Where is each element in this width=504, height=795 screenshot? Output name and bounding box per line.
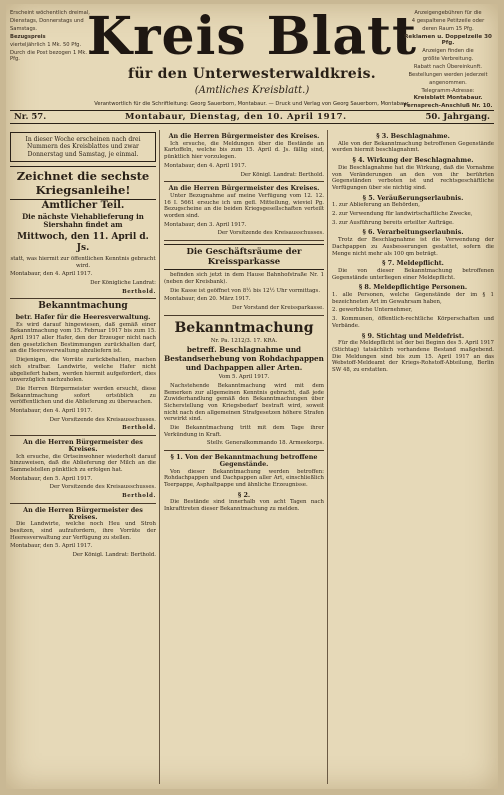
newspaper-title — [86, 6, 418, 68]
main-announcement-subject: betreff. Beschlagnahme und Bestandserhebung von Rohdachpappen und Dachpappen aller Arten. — [164, 345, 324, 372]
newspaper-page — [6, 4, 498, 789]
livestock-date: Mittwoch, den 11. April d. Js. — [17, 231, 149, 253]
column-divider — [159, 130, 160, 784]
issue-number: Nr. 57. — [14, 112, 47, 122]
notice-box: In dieser Woche erscheinen nach drei Nummern des Kreisblattes und zwar Donnerstag und Samstag, je einmal. — [10, 132, 156, 162]
title-left: Kreis — [86, 6, 247, 67]
issue-date: Montabaur, Dienstag, den 10. April 1917. — [125, 112, 347, 122]
dateline — [10, 110, 494, 124]
masthead — [6, 4, 498, 132]
advertising-info: Anzeigengebühren für die 4 gespaltene Petitzeile oder deren Raum 15 Pfg. Reklamen u. Doppelzeile 30 Pfg. Anzeigen finden die größte Verbreitung. Rabatt nach Übereinkunft. Bestellungen werden jederzeit angenommen. Telegramm-Adresse: Kreisblatt Montabaur. Fernsprech-Anschluß Nr. 10. — [403, 10, 493, 110]
official-section-title: Amtlicher Teil. — [41, 200, 125, 212]
volume-year: 50. Jahrgang. — [425, 112, 490, 122]
livestock-heading: Die nächste Viehablieferung in Siershahn findet am — [22, 211, 144, 230]
amtlich-label: (Amtliches Kreisblatt.) — [194, 85, 310, 96]
subtitle: für den Unterwesterwaldkreis. — [128, 66, 376, 82]
main-announcement-title: Bekanntmachung — [174, 319, 314, 336]
editor-line: Verantwortlich für die Schriftleitung: Georg Sauerborn, Montabaur. — Druck und Verlag von Georg Sauerborn, Montabaur. — [94, 101, 410, 107]
subscription-info: Erscheint wöchentlich dreimal, Dienstags, Donnerstags und Samstags. Bezugspreis vierteljährlich 1 Mk. 50 Pfg. Durch die Post bezogen 1 Mk. 50 Pfg. — [10, 10, 96, 62]
war-loan-appeal: Zeichnet die sechste Kriegsanleihe! — [10, 166, 156, 200]
announcement-heading: Bekanntmachung — [38, 301, 128, 312]
title-right: Blatt — [266, 6, 418, 67]
livestock-note: statt, was hiermit zur öffentlichen Kenntnis gebracht wird. — [10, 255, 156, 269]
column-left: In dieser Woche erscheinen nach drei Nummern des Kreisblattes und zwar Donnerstag und Samstag, je einmal. Zeichnet die sechste Kriegsanleihe! Amtlicher Teil. Die nächste Viehablieferung in Siershahn findet am Mittwoch, den 11. April d. Js. statt, was hiermit zur öffentlichen Kenntnis gebracht wird. Montabaur, den 4. April 1917. Der Königliche Landrat: Berthold. Bekanntmachung betr. Hafer für die Heeresverwaltung. Es wird darauf hingewiesen, daß gemäß einer Bekanntmachung vom 15. Februar 1917 bis zum 15. April 1917 aller Hafer, den der Erzeuger nicht nach den gesetzlichen Bestimmungen zurückhalten darf, an die Heeresverwaltung abzuliefern ist. Diejenigen, die Vorräte zurückbehalten, machen sich strafbar. Landwirte, welche Hafer nicht abgeliefert haben, werden hiermit aufgefordert, dies unverzüglich nachzuholen. Die Herren Bürgermeister werden ersucht, diese Bekanntmachung sofort ortsüblich zu veröffentlichen und die Ablieferung zu überwachen. Montabaur, den 4. April 1917. Der Vorsitzende des Kreisausschusses. Berthold. An die Herren Bürgermeister des Kreises. Ich ersuche, die Ortseinwohner wiederholt darauf hinzuweisen, daß die Ablieferung der Milch an die Sammelstellen pünktlich zu erfolgen hat. Montabaur, den 5. April 1917. Der Vorsitzende des Kreisausschusses. Berthold. An die Herren Bürgermeister des Kreises. Die Landwirte, welche noch Heu und Stroh besitzen, sind aufzufordern, ihre Vorräte der Heeresverwaltung zur Verfügung zu stellen. Montabaur, den 5. April 1917. Der Königl. Landrat: Berthold. — [10, 130, 156, 786]
column-divider — [327, 130, 328, 784]
savings-bank-heading: Die Geschäftsräume der Kreissparkasse — [164, 244, 324, 270]
announcement-subject: betr. Hafer für die Heeresverwaltung. — [15, 312, 151, 321]
column-right: § 3. Beschlagnahme. Alle von der Bekanntmachung betroffenen Gegenstände werden hiermit beschlagnahmt. § 4. Wirkung der Beschlagnahme. Die Beschlagnahme hat die Wirkung, daß die Vornahme von Veränderungen an den von ihr berührten Gegenständen verboten ist und rechtsgeschäftliche Verfügungen über sie nichtig sind. § 5. Veräußerungserlaubnis. 1. zur Ablieferung an Behörden, 2. zur Verwendung für landwirtschaftliche Zwecke, 3. zur Ausführung bereits erteilter Aufträge. § 6. Verarbeitungserlaubnis. Trotz der Beschlagnahme ist die Verwendung der Dachpappen zu Ausbesserungen gestattet, sofern die Menge nicht mehr als 100 qm beträgt. § 7. Meldepflicht. Die von dieser Bekanntmachung betroffenen Gegenstände unterliegen einer Meldepflicht. § 8. Meldepflichtige Personen. 1. alle Personen, welche Gegenstände der im § 1 bezeichneten Art im Gewahrsam haben, 2. gewerbliche Unternehmer, 3. Kommunen, öffentlich-rechtliche Körperschaften und Verbände. § 9. Stichtag und Meldefrist. Für die Meldepflicht ist der bei Beginn des 5. April 1917 (Stichtag) tatsächlich vorhandene Bestand maßgebend. Die Meldungen sind bis zum 15. April 1917 an das Webstoff-Meldeamt der Kriegs-Rohstoff-Abteilung, Berlin SW 48, zu erstatten. — [332, 132, 494, 374]
column-middle: An die Herren Bürgermeister des Kreises. Ich ersuche, die Meldungen über die Bestände an Kartoffeln, welche bis zum 15. April d. Js. fällig sind, pünktlich hier vorzulegen. Montabaur, den 4. April 1917. Der Königl. Landrat: Berthold. An die Herren Bürgermeister des Kreises. Unter Bezugnahme auf meine Verfügung vom 12. 12. 16 I. 5661 ersuche ich um gefl. Mitteilung, wieviel Pg. Bezugscheine an die beiden Kriegsgesellschaften verteilt worden sind. Montabaur, den 3. April 1917. Der Vorsitzende des Kreisausschusses. Die Geschäftsräume der Kreissparkasse befinden sich jetzt in dem Hause Bahnhofstraße Nr. 1 (neben der Kreisbank). Die Kasse ist geöffnet von 8½ bis 12½ Uhr vormittags. Montabaur, den 20. März 1917. Der Vorstand der Kreissparkasse. Bekanntmachung Nr. Pa. 1212/3. 17. KRA. betreff. Beschlagnahme und Bestandserhebung von Rohdachpappen und Dachpappen aller Arten. Vom 5. April 1917. Nachstehende Bekanntmachung wird mit dem Bemerken zur allgemeinen Kenntnis gebracht, daß jede Zuwiderhandlung gemäß den Bekanntmachungen über Sicherstellung von Kriegsbedarf bestraft wird, soweit nicht nach den allgemeinen Strafgesetzen höhere Strafen verwirkt sind. Die Bekanntmachung tritt mit dem Tage ihrer Verkündung in Kraft. Stellv. Generalkommando 18. Armeekorps. § 1. Von der Bekanntmachung betroffene Gegenstände. Von dieser Bekanntmachung werden betroffen: Rohdachpappen und Dachpappen aller Art, einschließlich Teerpappe, Asphaltpappe und ähnliche Erzeugnisse. § 2. Die Bestände sind innerhalb von acht Tagen nach Inkrafttreten dieser Bekanntmachung zu melden. — [164, 132, 324, 513]
